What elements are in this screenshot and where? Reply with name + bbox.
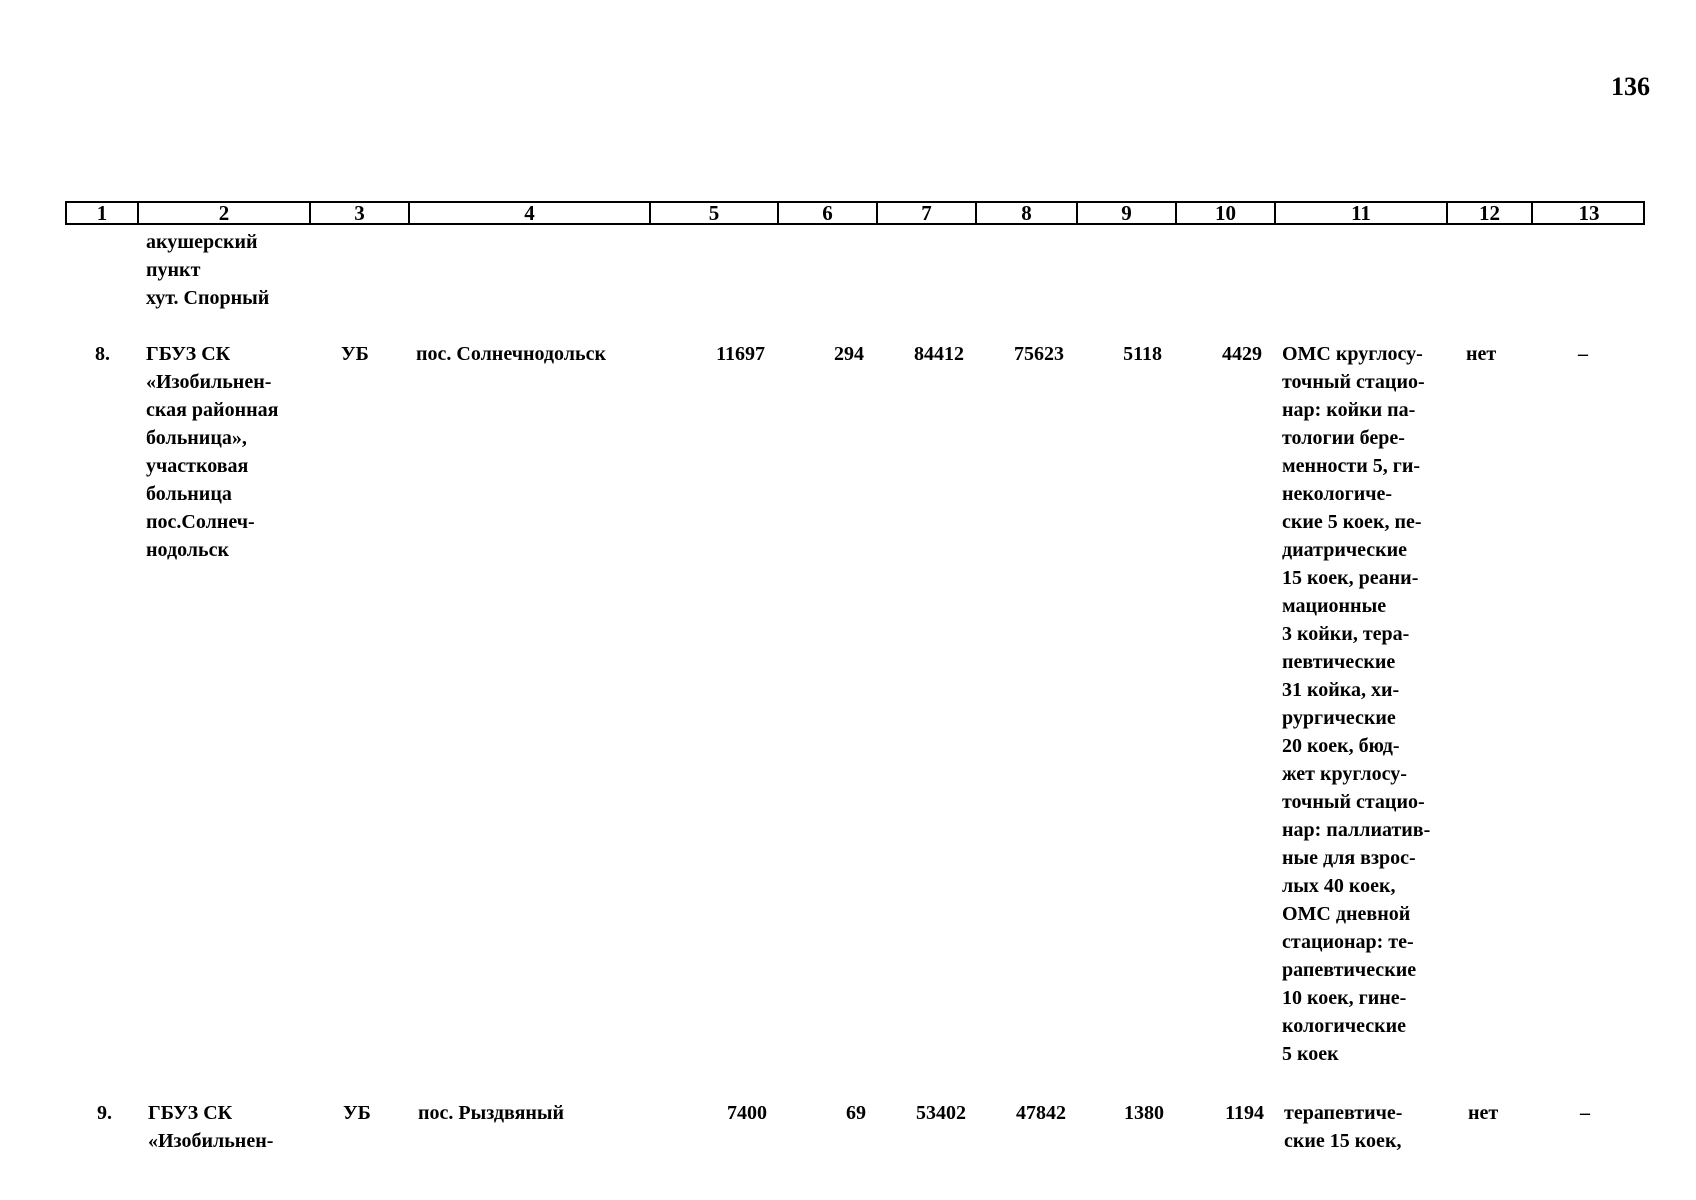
facility-name: акушерский пункт хут. Спорный	[146, 231, 270, 309]
col-7-value: 53402	[916, 1102, 966, 1124]
column-header: 4	[408, 203, 649, 223]
bed-profile: терапевтиче- ские 15 коек,	[1284, 1102, 1403, 1152]
col-5-value: 11697	[716, 343, 765, 365]
col-12-value: нет	[1468, 1102, 1499, 1124]
col-13-value: –	[1580, 1102, 1590, 1124]
facility-name: ГБУЗ СК «Изобильнен- ская районная больница», участковая больница пос.Солнеч- нодольск	[146, 343, 279, 561]
settlement: пос. Солнечнодольск	[416, 343, 606, 365]
facility-type: УБ	[343, 1102, 371, 1124]
column-header: 8	[975, 203, 1076, 223]
col-9-value: 5118	[1123, 343, 1162, 365]
column-header: 6	[777, 203, 876, 223]
col-6-value: 294	[834, 343, 864, 365]
col-12-value: нет	[1466, 343, 1497, 365]
facility-type: УБ	[341, 343, 369, 365]
col-10-value: 1194	[1225, 1102, 1264, 1124]
column-header: 10	[1175, 203, 1274, 223]
column-header: 12	[1446, 203, 1531, 223]
facility-name: ГБУЗ СК «Изобильнен-	[148, 1102, 274, 1152]
column-header: 13	[1531, 203, 1645, 223]
column-header: 3	[309, 203, 408, 223]
col-8-value: 47842	[1016, 1102, 1066, 1124]
column-header: 2	[137, 203, 309, 223]
col-7-value: 84412	[914, 343, 964, 365]
bed-profile: ОМС круглосу- точный стацио- нар: койки па- тологии бере- менности 5, ги- некологиче- ские 5 коек, пе- диатрические 15 коек, реани- мационные 3 койки, тера- певтические 31 койка, хи- рургические 20 коек, бюд- жет круглосу- точный стацио- нар: паллиатив- ные для взрос- лых 40 коек, ОМС дневной стационар: те- рапевтические 10 коек, гине- кологические 5 коек	[1282, 343, 1431, 1065]
col-8-value: 75623	[1014, 343, 1064, 365]
col-10-value: 4429	[1222, 343, 1262, 365]
column-header: 11	[1274, 203, 1446, 223]
settlement: пос. Рыздвяный	[418, 1102, 565, 1124]
row-number: 9.	[97, 1102, 112, 1124]
column-header: 1	[96, 201, 108, 225]
col-13-value: –	[1578, 343, 1588, 365]
col-5-value: 7400	[727, 1102, 767, 1124]
col-9-value: 1380	[1124, 1102, 1164, 1124]
column-header: 7	[876, 203, 975, 223]
page-number: 136	[1611, 72, 1650, 101]
column-header: 9	[1076, 203, 1175, 223]
table-header-row	[65, 201, 1645, 225]
column-header: 5	[649, 203, 777, 223]
col-6-value: 69	[846, 1102, 866, 1124]
row-number: 8.	[95, 343, 110, 365]
